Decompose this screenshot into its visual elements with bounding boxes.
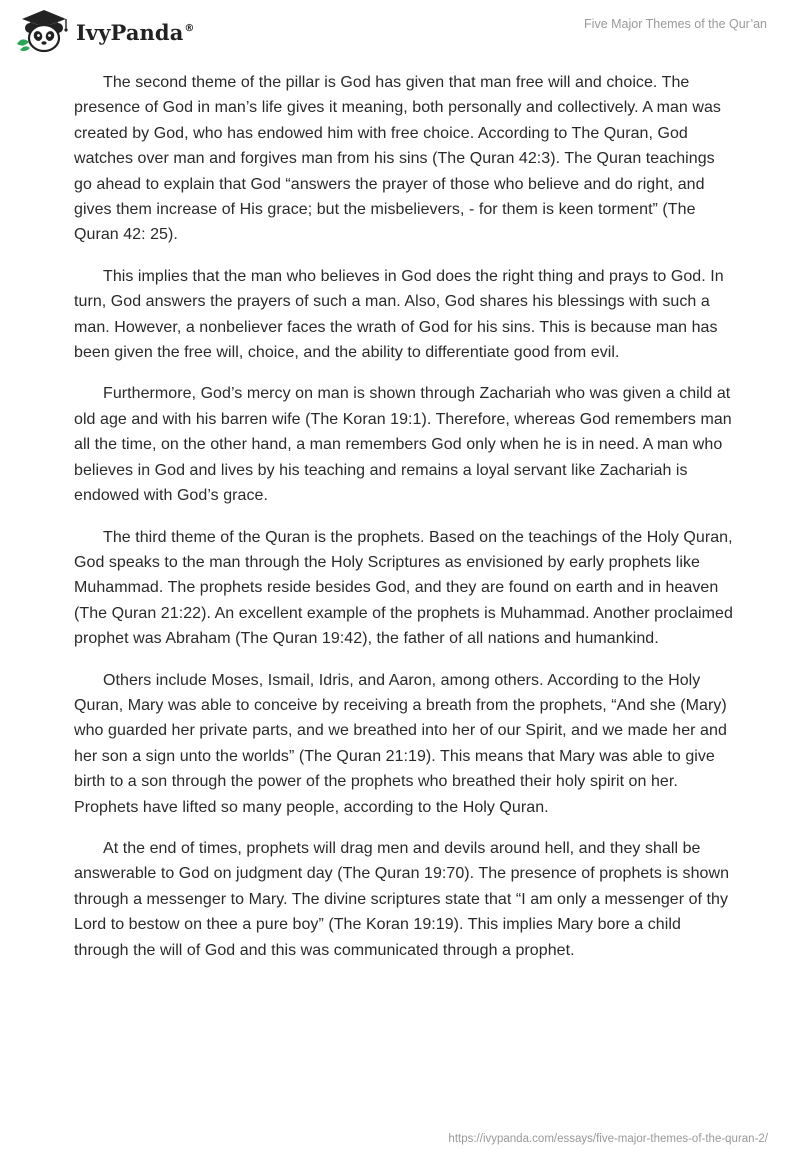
- paragraph: The second theme of the pillar is God has given that man free will and choice. The presence of God in man’s life gives it meaning, both personally and collectively. A man was created by God, who has endowed him with free choice. According to The Quran, God watches over man and forgives man from his sins (The Quran 42:3). The Quran teachings go ahead to explain that God “answers the prayer of those who believe and do right, and gives them increase of His grace; but the misbelievers, - for them is keen torment” (The Quran 42: 25).: [74, 74, 721, 244]
- brand-name: IvyPanda®: [76, 19, 195, 45]
- registered-mark: ®: [184, 22, 195, 34]
- page-header: [0, 0, 800, 60]
- paragraph: Others include Moses, Ismail, Idris, and Aaron, among others. According to the Holy Quran, Mary was able to conceive by receiving a breath from the prophets, “And she (Mary) who guarded her private parts, and we breathed into her of our Spirit, and we made her and her son a sign unto the worlds” (The Quran 21:19). This means that Mary was able to give birth to a son through the power of the prophets who breathed their holy spirit on her. Prophets have lifted so many people, according to the Holy Quran.: [74, 671, 727, 816]
- paragraph: At the end of times, prophets will drag men and devils around hell, and they shall be answerable to God on judgment day (The Quran 19:70). The presence of prophets is shown through a messenger to Mary. The divine scriptures state that “I am only a messenger of thy Lord to bestow on thee a pure boy” (The Koran 19:19). This implies Mary bore a child through the will of God and this was communicated through a prophet.: [74, 839, 730, 959]
- paragraph: Furthermore, God’s mercy on man is shown through Zachariah who was given a child at old age and with his barren wife (The Koran 19:1). Therefore, whereas God remembers man all the time, on the other hand, a man remembers God only when he is in need. A man who believes in God and lives by his teaching and remains a loyal servant like Zachariah is endowed with God’s grace.: [74, 385, 732, 505]
- panda-logo-icon: [14, 8, 74, 54]
- paragraph: This implies that the man who believes in God does the right thing and prays to God. In turn, God answers the prayers of such a man. Also, God shares his blessings with such a man. However, a nonbeliever faces the wrath of God for his sins. This is because man has been given the free will, choice, and the ability to differentiate good from evil.: [74, 267, 724, 362]
- brand-logo[interactable]: [14, 8, 195, 54]
- document-title: Five Major Themes of the Qur’an: [584, 17, 767, 31]
- essay-body: [74, 70, 734, 979]
- source-url-link[interactable]: https://ivypanda.com/essays/five-major-themes-of-the-quran-2/: [448, 1133, 768, 1145]
- paragraph: The third theme of the Quran is the prophets. Based on the teachings of the Holy Quran, God speaks to the man through the Holy Scriptures as envisioned by early prophets like Muhammad. The prophets reside besides God, and they are found on earth and in heaven (The Quran 21:22). An excellent example of the prophets is Muhammad. Another proclaimed prophet was Abraham (The Quran 19:42), the father of all nations and humankind.: [74, 528, 733, 648]
